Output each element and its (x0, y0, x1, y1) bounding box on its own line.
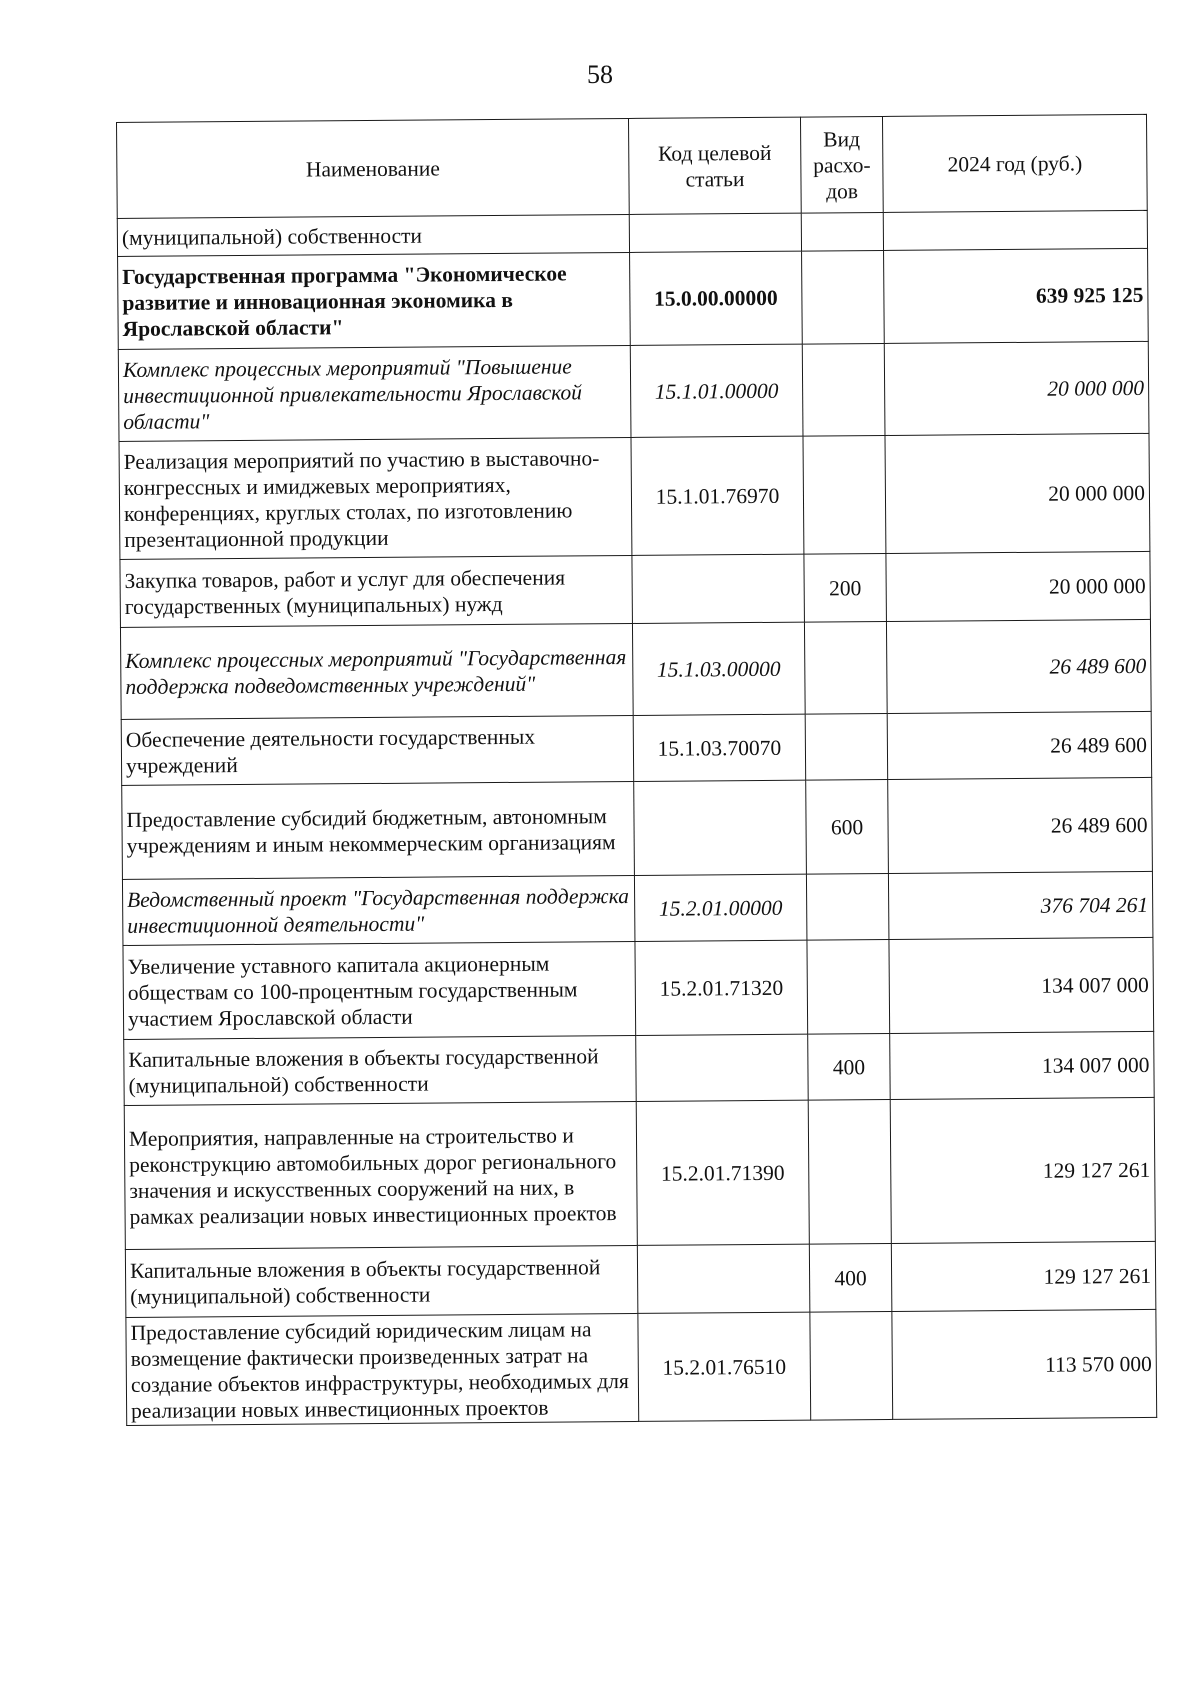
table-row (118, 341, 1149, 441)
cell-code: 15.1.03.00000 (632, 622, 805, 715)
table-row (118, 248, 1149, 349)
table-row (120, 551, 1151, 627)
cell-type: 400 (808, 1033, 891, 1100)
cell-name: Обеспечение деятельности государственных учреждений (121, 715, 634, 785)
cell-amount: 113 570 000 (892, 1309, 1157, 1419)
cell-amount: 376 704 261 (888, 871, 1153, 939)
cell-amount: 26 489 600 (886, 619, 1151, 713)
cell-amount: 20 000 000 (886, 551, 1151, 621)
cell-code: 15.1.01.76970 (631, 436, 804, 555)
cell-name: Предоставление субсидий бюджетным, автономным учреждениям и иным некоммерческим организациям (122, 781, 635, 879)
cell-amount: 129 127 261 (890, 1097, 1155, 1243)
cell-code (629, 213, 801, 252)
cell-amount: 20 000 000 (884, 341, 1149, 435)
cell-type (808, 1099, 891, 1244)
cell-code: 15.1.01.00000 (630, 344, 803, 437)
header-code: Код целевой статьи (628, 117, 801, 214)
header-name: Наименование (117, 118, 630, 218)
table-row (125, 1241, 1156, 1317)
cell-code (636, 1034, 809, 1101)
cell-name: Реализация мероприятий по участию в выставочно-конгрессных и имиджевых мероприятиях, конференциях, круглых столах, по изготовлению презентационной продукции (119, 437, 632, 559)
cell-name: Капитальные вложения в объекты государственной (муниципальной) собственности (125, 1245, 638, 1317)
cell-name: (муниципальной) собственности (117, 214, 629, 256)
cell-amount: 134 007 000 (890, 1031, 1155, 1099)
cell-name: Увеличение уставного капитала акционерным обществам со 100-процентным государственным участием Ярославской области (123, 941, 636, 1039)
cell-name: Мероприятия, направленные на строительство и реконструкцию автомобильных дорог регионального значения и искусственных сооружений на них, в рамках реализации новых инвестиционных проектов (124, 1101, 637, 1249)
cell-type (806, 873, 889, 940)
table-row (124, 1097, 1155, 1249)
page-number: 58 (587, 60, 613, 89)
table-row (122, 871, 1152, 945)
table-row (121, 711, 1151, 785)
table-row (120, 619, 1151, 719)
cell-type (803, 435, 886, 554)
cell-type (804, 621, 887, 714)
cell-amount: 26 489 600 (887, 711, 1152, 779)
table-row (119, 433, 1150, 559)
cell-code (632, 554, 805, 623)
cell-code: 15.2.01.71390 (636, 1100, 809, 1245)
budget-table (116, 114, 1157, 1426)
cell-type (801, 212, 883, 251)
cell-name: Государственная программа "Экономическое развитие и инновационная экономика в Ярославской области" (118, 252, 631, 349)
cell-code: 15.2.01.00000 (634, 874, 807, 941)
table-row (126, 1309, 1157, 1425)
header-amount: 2024 год (руб.) (882, 114, 1147, 212)
cell-type: 200 (804, 553, 887, 622)
cell-amount: 639 925 125 (884, 248, 1149, 343)
cell-code (634, 780, 807, 875)
cell-code: 15.1.03.70070 (633, 714, 806, 781)
cell-type (807, 939, 890, 1034)
cell-name: Капитальные вложения в объекты государственной (муниципальной) собственности (124, 1035, 637, 1105)
cell-amount: 26 489 600 (888, 777, 1153, 873)
cell-amount: 20 000 000 (885, 433, 1150, 553)
cell-code (637, 1244, 810, 1313)
header-type: Вид расхо-дов (800, 116, 883, 213)
cell-type (802, 343, 885, 436)
cell-amount: 134 007 000 (889, 937, 1154, 1033)
cell-code: 15.2.01.71320 (635, 940, 808, 1035)
cell-name: Комплекс процессных мероприятий "Повышение инвестиционной привлекательности Ярославской области" (118, 345, 631, 441)
cell-name: Предоставление субсидий юридическим лицам на возмещение фактически произведенных затрат на создание объектов инфраструктуры, необходимых для реализации новых инвестиционных проектов (126, 1313, 639, 1425)
cell-code: 15.2.01.76510 (638, 1312, 811, 1421)
cell-type: 400 (809, 1243, 892, 1312)
table-row (124, 1031, 1154, 1105)
cell-amount (883, 210, 1147, 250)
cell-amount: 129 127 261 (891, 1241, 1156, 1311)
cell-name: Закупка товаров, работ и услуг для обеспечения государственных (муниципальных) нужд (120, 555, 633, 627)
cell-name: Ведомственный проект "Государственная поддержка инвестиционной деятельности" (122, 875, 635, 945)
cell-type (802, 250, 885, 344)
cell-type: 600 (806, 779, 889, 874)
cell-code: 15.0.00.00000 (630, 251, 803, 345)
cell-type (805, 713, 888, 780)
table-row (122, 777, 1153, 879)
cell-type (810, 1311, 893, 1420)
table-header-row (117, 114, 1148, 218)
cell-name: Комплекс процессных мероприятий "Государственная поддержка подведомственных учреждений" (120, 623, 633, 719)
table-row (123, 937, 1154, 1039)
